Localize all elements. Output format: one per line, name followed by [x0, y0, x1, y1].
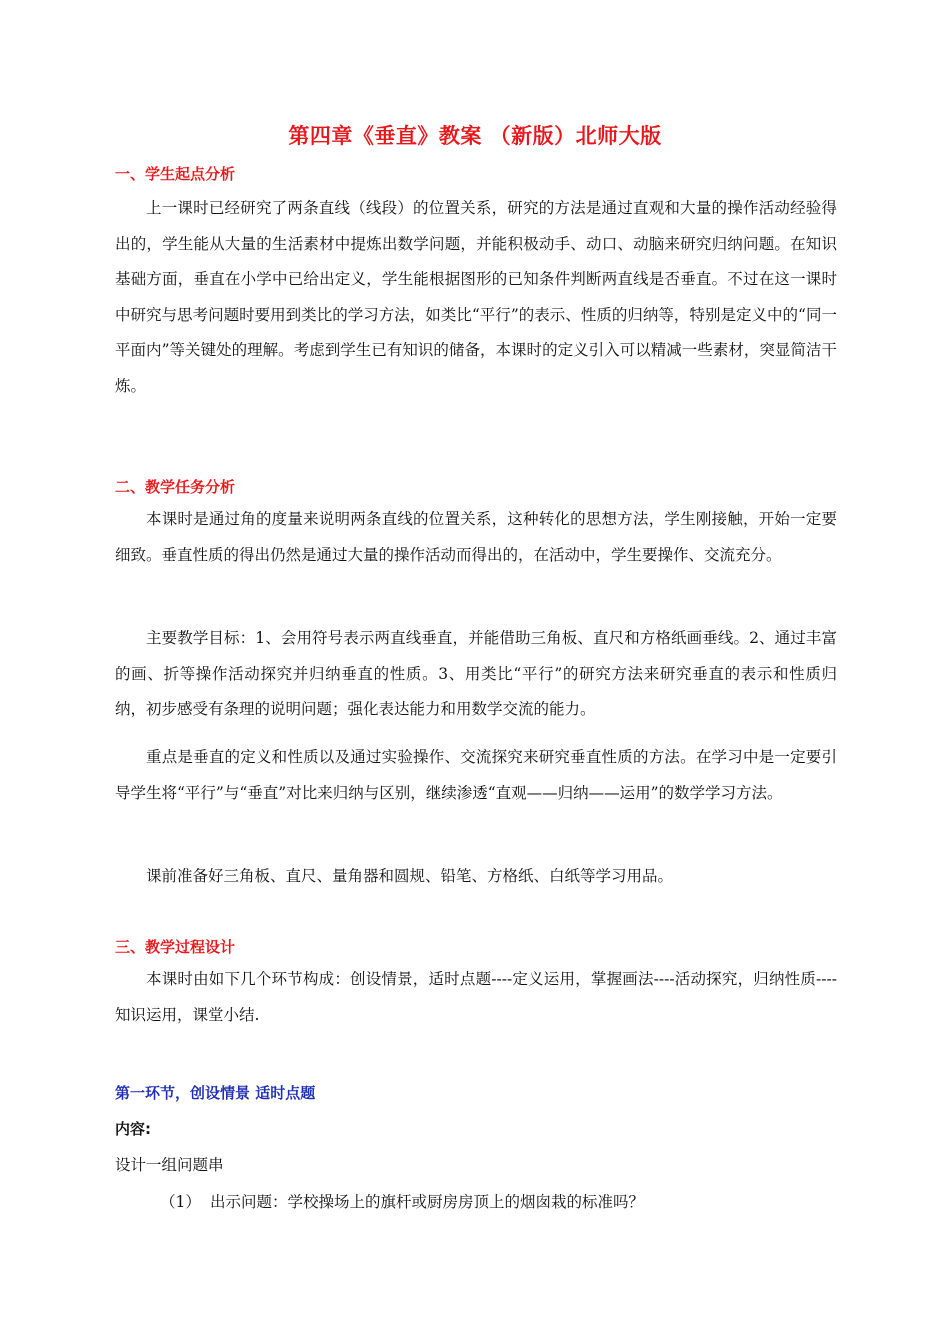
- list-item-text: 出示问题：学校操场上的旗杆或厨房房顶上的烟囱栽的标准吗？: [210, 1193, 645, 1211]
- paragraph-process-design: 本课时由如下几个环节构成：创设情景，适时点题----定义运用，掌握画法----活动探究，归纳性质----知识运用，课堂小结.: [115, 970, 837, 1024]
- document-title: 第四章《垂直》教案 （新版）北师大版: [288, 124, 662, 148]
- list-item: [160, 1190, 644, 1212]
- section-heading-student-analysis: 一、学生起点分析: [115, 165, 236, 183]
- stage-intro: 设计一组问题串: [115, 1156, 224, 1174]
- stage-heading-1: 第一环节，创设情景 适时点题: [115, 1084, 316, 1102]
- section-heading-task-analysis: 二、教学任务分析: [115, 478, 236, 496]
- content-label: 内容:: [115, 1120, 151, 1138]
- list-item-number: （1）: [160, 1193, 201, 1211]
- paragraph-student-analysis: 上一课时已经研究了两条直线（线段）的位置关系，研究的方法是通过直观和大量的操作活动经验得出的，学生能从大量的生活素材中提炼出数学问题，并能积极动手、动口、动脑来研究归纳问题。在知识基础方面，垂直在小学中已给出定义，学生能根据图形的已知条件判断两直线是否垂直。不过在这一课时中研究与思考问题时要用到类比的学习方法，如类比“平行”的表示、性质的归纳等，特别是定义中的“同一平面内”等关键处的理解。考虑到学生已有知识的储备，本课时的定义引入可以精减一些素材，突显简洁干炼。: [115, 199, 837, 395]
- paragraph-preparation: 课前准备好三角板、直尺、量角器和圆规、铅笔、方格纸、白纸等学习用品。: [146, 867, 674, 885]
- paragraph-task-analysis-1: 本课时是通过角的度量来说明两条直线的位置关系，这种转化的思想方法，学生刚接触，开始一定要细致。垂直性质的得出仍然是通过大量的操作活动而得出的，在活动中，学生要操作、交流充分。: [115, 510, 837, 564]
- paragraph-key-points: 重点是垂直的定义和性质以及通过实验操作、交流探究来研究垂直性质的方法。在学习中是一定要引导学生将“平行”与“垂直”对比来归纳与区别，继续渗透“直观——归纳——运用”的数学学习方法。: [115, 748, 837, 802]
- paragraph-teaching-goals: 主要教学目标：1、会用符号表示两直线垂直，并能借助三角板、直尺和方格纸画垂线。2、通过丰富的画、折等操作活动探究并归纳垂直的性质。3、用类比“平行”的研究方法来研究垂直的表示和性质归纳，初步感受有条理的说明问题；强化表达能力和用数学交流的能力。: [115, 629, 837, 718]
- section-heading-process-design: 三、教学过程设计: [115, 938, 236, 956]
